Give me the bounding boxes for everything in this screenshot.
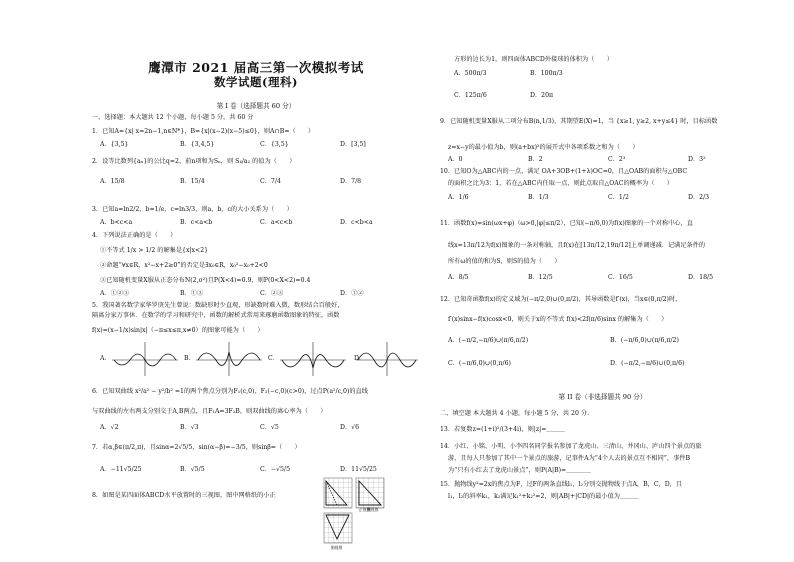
q5-graph-c (278, 340, 348, 378)
q10-option-c[interactable]: C．1/2 (608, 194, 629, 201)
q11-option-b[interactable]: B．12/5 (528, 274, 553, 281)
three-view-figure (323, 477, 385, 552)
q4-option-d[interactable]: D．①② (340, 290, 364, 297)
q5-option-b[interactable]: B． (184, 355, 195, 362)
q3-stem: 3．已知a=ln2/2，b=1/e，c=ln3/3，则a，b，c的大小关系为（ ） (92, 206, 293, 213)
q6-stem-line2: 与双曲线的左右两支分别交于A,B两点，且F₁A=3F₂B，则双曲线的离心率为（ ） (92, 408, 327, 415)
q6-option-c[interactable]: C．√5 (260, 424, 279, 431)
q5-stem-line1: 5．我国著名数学家华罗庚先生曾说：数缺形时少直观，形缺数时难入微，数形结合百般好， (92, 302, 344, 309)
side-view-label: 侧视图 (367, 507, 379, 512)
q4-item-3: ③已知随机变量X服从正态分布N(2,σ²)且P(X<4)=0.9，则P(0<X<2)=0.4 (100, 277, 311, 284)
q5-graph-b (194, 340, 264, 378)
q6-option-a[interactable]: A．√2 (100, 424, 119, 431)
front-view-label: 正视图 (359, 507, 371, 512)
q2-option-a[interactable]: A．15/8 (100, 178, 125, 185)
q1-option-c[interactable]: C．{3,5} (260, 141, 289, 148)
q10-stem-line2: 的面积之比为3：1，若在△ABC内任取一点，则此点取自△OAC的概率为（ ） (448, 180, 673, 187)
q4-option-a[interactable]: A．①②③ (100, 290, 130, 297)
q9-option-d[interactable]: D．3² (688, 156, 706, 163)
q10-option-b[interactable]: B．1/3 (528, 194, 549, 201)
q11-stem-line2: 线x=13π/12为f(x)图象的一条对称轴，且f(x)在[13π/12,19π/12]上单调递减．记满足条件的 (448, 242, 706, 249)
q9-stem-line1: 9．已知随机变量X服从二项分布B(n,1/3)，其期望E(X)=1，当 {x≥1, y≥2, x+y≤4} 时，目标函数 (440, 118, 718, 125)
q1-option-a[interactable]: A．{3,5} (100, 141, 129, 148)
q12-stem-line2: f′(x)sinx−f(x)cosx<0，则关于x的不等式 f(x)<2f(π/6)sinx 的解集为（ ） (448, 316, 668, 323)
q5-option-a[interactable]: A． (100, 355, 111, 362)
fill-in-instruction: 二、填空题 本大题共 4 小题，每小题 5 分，共 20 分． (440, 410, 594, 417)
q2-option-d[interactable]: D．7/8 (340, 178, 362, 185)
q2-option-c[interactable]: C．7/4 (260, 178, 281, 185)
front-view-grid (324, 478, 352, 508)
q7-option-b[interactable]: B．√5/5 (180, 466, 205, 473)
q8-continuation: 方形的边长为1，则四面体ABCD外接球的体积为（ ） (454, 56, 613, 63)
q14-line1: 14．小红、小铭、小明、小李四名同学报名参加了龙虎山、三清山、井冈山、庐山四个景点的旅 (440, 443, 702, 450)
q5-stem-line3: f(x)=(x−1/x)sin|x|（−π≤x≤π,x≠0）的图象可能为（ ） (92, 327, 264, 334)
q6-stem-line1: 6．已知双曲线 x²/a² − y²/b² =1的两个焦点分别为F₁(c,0)、F₂(−c,0)(c>0)，过点P(a²/c,0)的直线 (92, 388, 368, 395)
q6-option-d[interactable]: D．√6 (340, 424, 360, 431)
q3-option-a[interactable]: A．b<c<a (100, 219, 133, 226)
q12-option-b[interactable]: B．(−π/6,0)∪(π/6,π/2) (610, 337, 679, 344)
q7-option-a[interactable]: A．−11√5/25 (100, 466, 142, 473)
section-instruction: 一、选择题：本大题共 12 个小题，每小题 5 分，共 60 分 (92, 114, 254, 121)
q11-stem-line3: 所有ω的值的和为S，则S的值为（ ） (448, 258, 561, 265)
q1-option-d[interactable]: D．[3,5] (340, 141, 366, 148)
q13-stem: 13．若复数z=(1+i)²/(3+4i)，则|z|=＿＿＿ (440, 426, 565, 433)
exam-title: 鹰潭市 2021 届高三第一次模拟考试 (148, 60, 364, 75)
q12-stem-line1: 12．已知奇函数f(x)的定义域为(−π/2,0)∪(0,π/2)，其导函数是f′(x)，当x∈(0,π/2)时， (440, 296, 682, 303)
top-view-label: 俯视图 (331, 545, 343, 550)
q5-option-d[interactable]: D． (354, 355, 366, 362)
part2-heading: 第 II 卷（非选择题共 90 分） (558, 393, 647, 401)
q10-stem-line1: 10．已知O为△ABC内的一点，满足 OA+3OB+(1+λ)OC=0，且△OAB的面积与△OBC (440, 168, 688, 175)
q1-option-b[interactable]: B．{3,4,5} (180, 141, 215, 148)
q5-graph-a (110, 340, 180, 378)
q9-option-a[interactable]: A．0 (448, 156, 463, 163)
q9-option-c[interactable]: C．2³ (608, 156, 626, 163)
q9-stem-line2: z=x−y的最小值为b，则(a+bx)²的展开式中各项系数之和为（ ） (448, 144, 639, 151)
q4-stem: 4．下列说法正确的是（ ） (92, 232, 177, 239)
q9-option-b[interactable]: B．2 (528, 156, 543, 163)
q8-stem: 8．如图是某四面体ABCD水平放置时的三视图，图中网格纸的小正 (92, 492, 276, 499)
q5-stem-line2: 隔离分家万事休．在数学的学习和研究中，函数的解析式常用来琢磨函数图象的特征，函数 (92, 312, 340, 319)
q14-line3: 为“只有小红去了龙虎山景点”，则P(A|B)=＿＿＿＿ (448, 467, 591, 474)
q11-option-c[interactable]: C．16/5 (608, 274, 633, 281)
q2-option-b[interactable]: B．15/4 (180, 178, 205, 185)
q15-line1: 15．抛物线y²=2x的焦点为F，过F的两条直线l₁，l₂分别交抛物线于点A，B，C，D，且 (440, 481, 683, 488)
q8-option-d[interactable]: D．20π (530, 92, 554, 99)
q7-stem: 7．若α,β∈(π/2,π)，且sinα=2√5/5，sin(α−β)=−3/5，则sinβ=（ ） (92, 444, 301, 451)
q8-option-b[interactable]: B．100π/3 (530, 70, 563, 77)
q15-line2: l₁，l₂的斜率k₁，k₂满足k₁²+k₂²=2，则|AB|+|CD|的最小值为＿＿＿ (448, 493, 639, 500)
q10-option-a[interactable]: A．1/6 (448, 194, 469, 201)
q10-option-d[interactable]: D．2/3 (688, 194, 710, 201)
q7-option-d[interactable]: D．11√5/25 (340, 466, 377, 473)
q12-option-a[interactable]: A．(−π/2,−π/6)∪(π/6,π/2) (448, 337, 529, 344)
q14-line2: 游，且每人只参加了其中一个景点的旅游，记事件A为“4个人去的景点互不相同”，事件B (448, 455, 691, 462)
q3-option-d[interactable]: D．c<b<a (340, 219, 373, 226)
part1-heading: 第 I 卷（选择题共 60 分） (216, 102, 296, 110)
q4-item-2: ②命题“∀x∈R，x²−x+2≥0”的否定是∃x₀∈R，x₀²−x₀+2<0 (100, 262, 268, 269)
q11-stem-line1: 11．函数f(x)=sin(ωx+φ)（ω>0,|φ|≤π/2），已知(−π/6,0)为f(x)图象的一个对称中心，直 (440, 220, 693, 227)
q3-option-c[interactable]: C．a<c<b (260, 219, 293, 226)
q7-option-c[interactable]: C．−√5/5 (260, 466, 291, 473)
q4-item-1: ①不等式 1/x > 1/2 的解集是{x|x<2} (100, 247, 209, 254)
q4-option-b[interactable]: B．①③ (180, 290, 204, 297)
q4-option-c[interactable]: C．②③ (260, 290, 284, 297)
q2-stem: 2．设等比数列{aₙ}的公比q=2，前n项和为Sₙ，则 S₄/a₂ 的值为（ ） (92, 158, 296, 165)
q5-graph-d (354, 340, 420, 378)
q12-option-d[interactable]: D．(−π/2,−π/6)∪(0,π/6) (610, 360, 685, 367)
q12-option-c[interactable]: C．(−π/6,0)∪(0,π/6) (448, 360, 511, 367)
q1-stem: 1．已知A={x| x=2n−1,n∈N*}，B={x|(x−2)(x−5)≤0}，则A∩B=（ ） (92, 128, 315, 135)
q8-option-c[interactable]: C．125π/6 (454, 92, 487, 99)
q6-option-b[interactable]: B．√3 (180, 424, 199, 431)
q11-option-a[interactable]: A．8/5 (448, 274, 469, 281)
exam-subtitle: 数学试题(理科) (214, 75, 298, 89)
q3-option-b[interactable]: B．c<a<b (180, 219, 213, 226)
q11-option-d[interactable]: D．18/5 (688, 274, 714, 281)
q8-option-a[interactable]: A．500π/3 (454, 70, 487, 77)
q5-option-c[interactable]: C． (268, 355, 279, 362)
